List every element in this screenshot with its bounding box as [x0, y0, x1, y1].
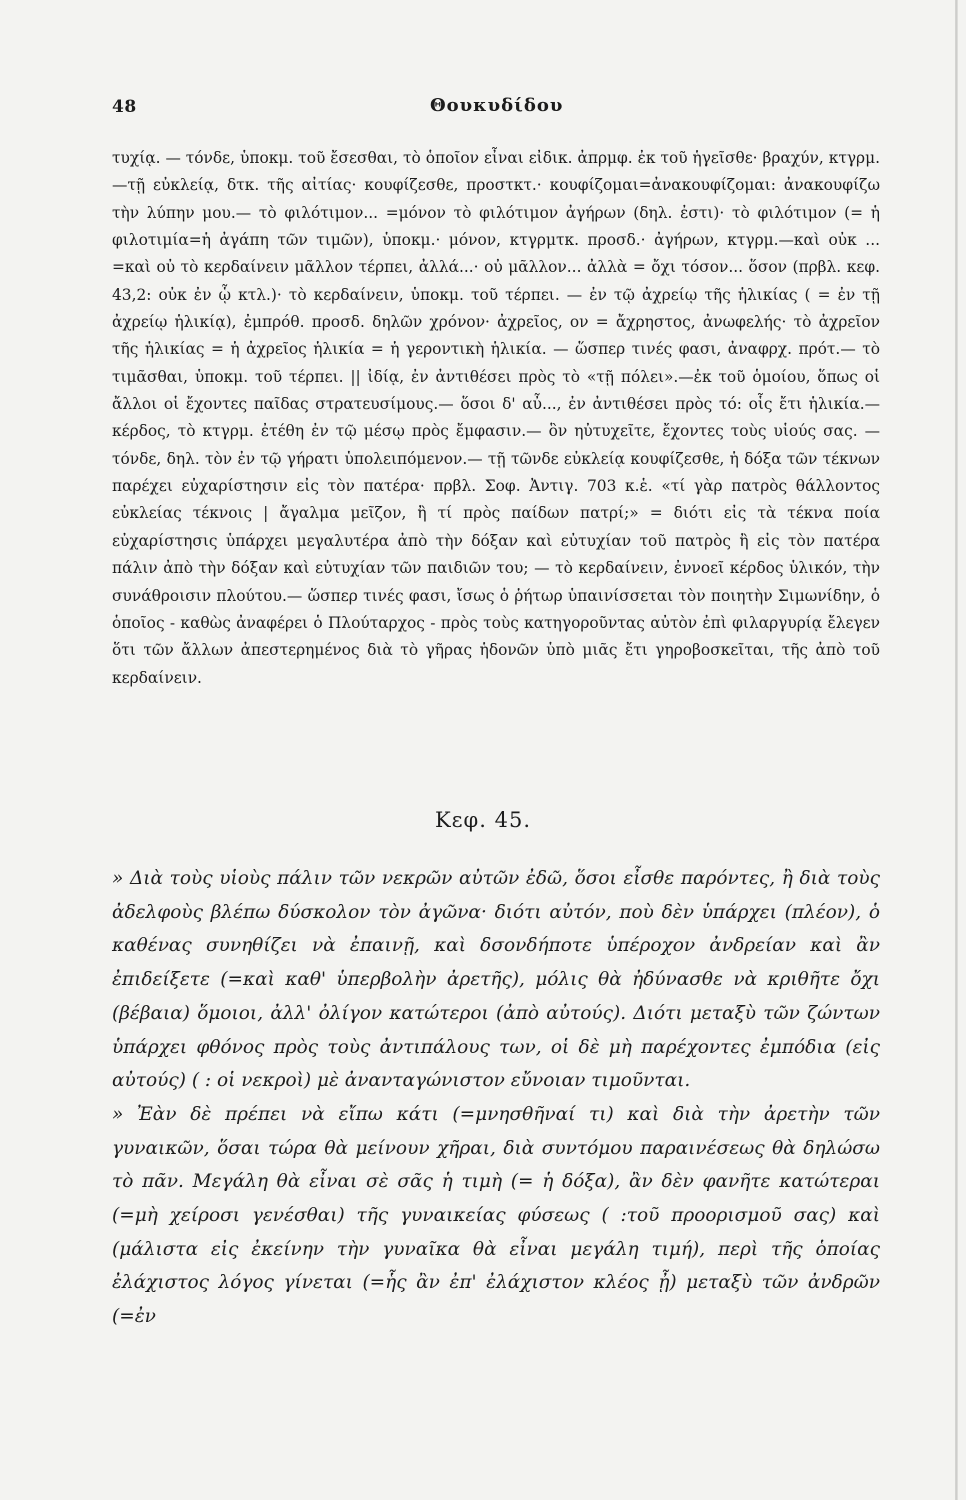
page-fold-shadow [955, 0, 958, 1500]
translation-paragraph: » Ἐὰν δὲ πρέπει νὰ εἴπω κάτι (=μνησθῆναί τι) καὶ διὰ τὴν ἀρετὴν τῶν γυναικῶν, ὅσαι τώρα θὰ μείνουν χῆραι, διὰ συντόμου παραινέσεως θὰ δηλώσω τὸ πᾶν. Μεγάλη θὰ εἶναι σὲ σᾶς ἡ τιμὴ (= ἡ δόξα), ἂν δὲν φανῆτε κατώτεραι (=μὴ χείροσι γενέσθαι) τῆς γυναικείας φύσεως ( :τοῦ προορισμοῦ σας) καὶ (μάλιστα εἰς ἐκείνην τὴν γυναῖκα θὰ εἶναι μεγάλη τιμή), περὶ τῆς ὁποίας ἐλάχιστος λόγος γίνεται (=ἧς ἂν ἐπ' ἐλάχιστον κλέος ᾖ) μεταξὺ τῶν ἀνδρῶν (=ἐν [112, 1103, 880, 1328]
running-head: Θουκυδίδου [430, 95, 564, 116]
chapter-heading: Κεφ. 45. [434, 808, 532, 832]
page-number: 48 [112, 97, 137, 117]
commentary-paragraph: τυχίᾳ. — τόνδε, ὑποκμ. τοῦ ἔσεσθαι, τὸ ὁποῖον εἶναι εἰδικ. ἀπρμφ. ἐκ τοῦ ἡγεῖσθε· βραχύν, κτγρμ.—τῇ εὐκλείᾳ, δτκ. τῆς αἰτίας· κουφίζεσθε, προστκτ.· κουφίζομαι=ἀνακουφίζομαι: ἀνακουφίζω τὴν λύπην μου.— τὸ φιλότιμον... =μόνον τὸ φιλότιμον ἀγήρων (δηλ. ἐστι)· τὸ φιλότιμον (= ἡ φιλοτιμία=ἡ ἀγάπη τῶν τιμῶν), ὑποκμ.· μόνον, κτγρμτκ. προσδ.· ἀγήρων, κτγρμ.—καὶ οὐκ ... =καὶ οὐ τὸ κερδαίνειν μᾶλλον τέρπει, ἀλλά...· οὐ μᾶλλον... ἀλλὰ = ὄχι τόσον... ὅσον (πρβλ. κεφ. 43,2: οὐκ ἐν ᾧ κτλ.)· τὸ κερδαίνειν, ὑποκμ. τοῦ τέρπει. — ἐν τῷ ἀχρείῳ τῆς ἡλικίας ( = ἐν τῇ ἀχρείῳ ἡλικίᾳ), ἐμπρόθ. προσδ. δηλῶν χρόνον· ἀχρεῖος, ον = ἄχρηστος, ἀνωφελής· τὸ ἀχρεῖον τῆς ἡλικίας = ἡ ἀχρεῖος ἡλικία = ἡ γεροντικὴ ἡλικία. — ὥσπερ τινές φασι, ἀναφρχ. πρότ.— τὸ τιμᾶσθαι, ὑποκμ. τοῦ τέρπει. || ἰδίᾳ, ἐν ἀντιθέσει πρὸς τὸ «τῇ πόλει».—ἐκ τοῦ ὁμοίου, ὅπως οἱ ἄλλοι οἱ ἔχοντες παῖδας στρατευσίμους.— ὅσοι δ' αὖ..., ἐν ἀντιθέσει πρὸς τό: οἷς ἔτι ἡλικία.— κέρδος, τὸ κτγρμ. ἐτέθη ἐν τῷ μέσῳ πρὸς ἔμφασιν.— ὃν ηὐτυχεῖτε, ἔχοντες τοὺς υἱούς σας. — τόνδε, δηλ. τὸν ἐν τῷ γήρατι ὑπολειπόμενον.— τῇ τῶνδε εὐκλείᾳ κουφίζεσθε, ἡ δόξα τῶν τέκνων παρέχει εὐχαρίστησιν εἰς τὸν πατέρα· πρβλ. Σοφ. Ἀντιγ. 703 κ.ἑ. «τί γὰρ πατρὸς θάλλοντος εὐκλείας τέκνοις | ἄγαλμα μεῖζον, ἢ τί πρὸς παίδων πατρί;» = διότι εἰς τὰ τέκνα ποία εὐχαρίστησις ὑπάρχει μεγαλυτέρα ἀπὸ τὴν δόξαν καὶ εὐτυχίαν τοῦ πατρὸς ἢ εἰς τὸν πατέρα πάλιν ἀπὸ τὴν δόξαν καὶ εὐτυχίαν τῶν παιδιῶν του; — τὸ κερδαίνειν, ἐννοεῖ κέρδος ὑλικόν, τὴν συνάθροισιν πλούτου.— ὥσπερ τινές φασι, ἴσως ὁ ῥήτωρ ὑπαινίσσεται τὸν ποιητὴν Σιμωνίδην, ὁ ὁποῖος - καθὼς ἀναφέρει ὁ Πλούταρχος - πρὸς τοὺς κατηγοροῦντας αὐτὸν ἐπὶ φιλαργυρίᾳ ἔλεγεν ὅτι τῶν ἄλλων ἀπεστερημένος διὰ τὸ γῆρας ἡδονῶν ὑπὸ μιᾶς ἔτι γηροβοσκεῖται, τῆς ἀπὸ τοῦ κερδαίνειν. [112, 149, 880, 687]
translation-text [112, 862, 880, 1334]
translation-paragraph: » Διὰ τοὺς υἱοὺς πάλιν τῶν νεκρῶν αὐτῶν ἐδῶ, ὅσοι εἶσθε παρόντες, ἢ διὰ τοὺς ἀδελφοὺς βλέπω δύσκολον τὸν ἀγῶνα· διότι αὐτόν, ποὺ δὲν ὑπάρχει (πλέον), ὁ καθένας συνηθίζει νὰ ἐπαινῇ, καὶ δσονδήποτε ὑπέροχον ἀνδρείαν καὶ ἂν ἐπιδείξετε (=καὶ καθ' ὑπερβολὴν ἀρετῆς), μόλις θὰ ἠδύνασθε νὰ κριθῆτε ὄχι (βέβαια) ὅμοιοι, ἀλλ' ὀλίγον κατώτεροι (ἀπὸ αὐτούς). Διότι μεταξὺ τῶν ζώντων ὑπάρχει φθόνος πρὸς τοὺς ἀντιπάλους των, οἱ δὲ μὴ παρέχοντες ἐμπόδια (εἰς αὐτούς) ( : οἱ νεκροὶ) μὲ ἀνανταγώνιστον εὔνοιαν τιμοῦνται. [112, 868, 880, 1092]
commentary-notes [112, 145, 880, 692]
